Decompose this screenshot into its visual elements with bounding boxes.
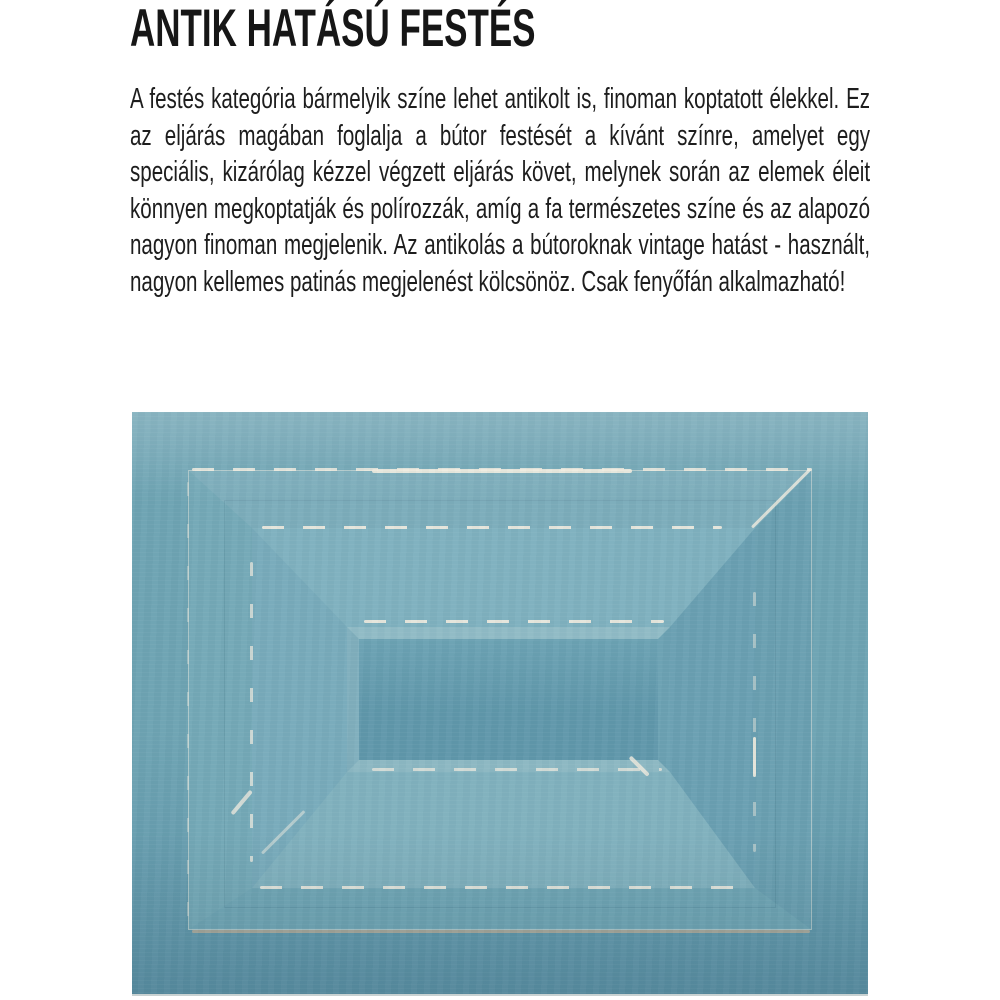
page-title: ANTIK HATÁSÚ FESTÉS (130, 0, 536, 58)
light-sheen-overlay (132, 412, 868, 994)
product-photo-antiqued-panel (132, 412, 868, 996)
article-body: A festés kategória bármelyik színe lehet antikolt is, finoman koptatott élekkel. Ez az eljárás magában foglalja a bútor festését a kívánt színre, amelyet egy speciális, kizárólag kézzel végzett eljárás követ, melynek során az elemek éleit könnyen megkoptatják és polírozzák, amíg a fa természetes színe és az alapozó nagyon finoman megjelenik. Az antikolás a bútoroknak vintage hatást - használt, nagyon kellemes patinás megjelenést kölcsönöz. Csak fenyőfán alkalmazható! (130, 83, 871, 298)
